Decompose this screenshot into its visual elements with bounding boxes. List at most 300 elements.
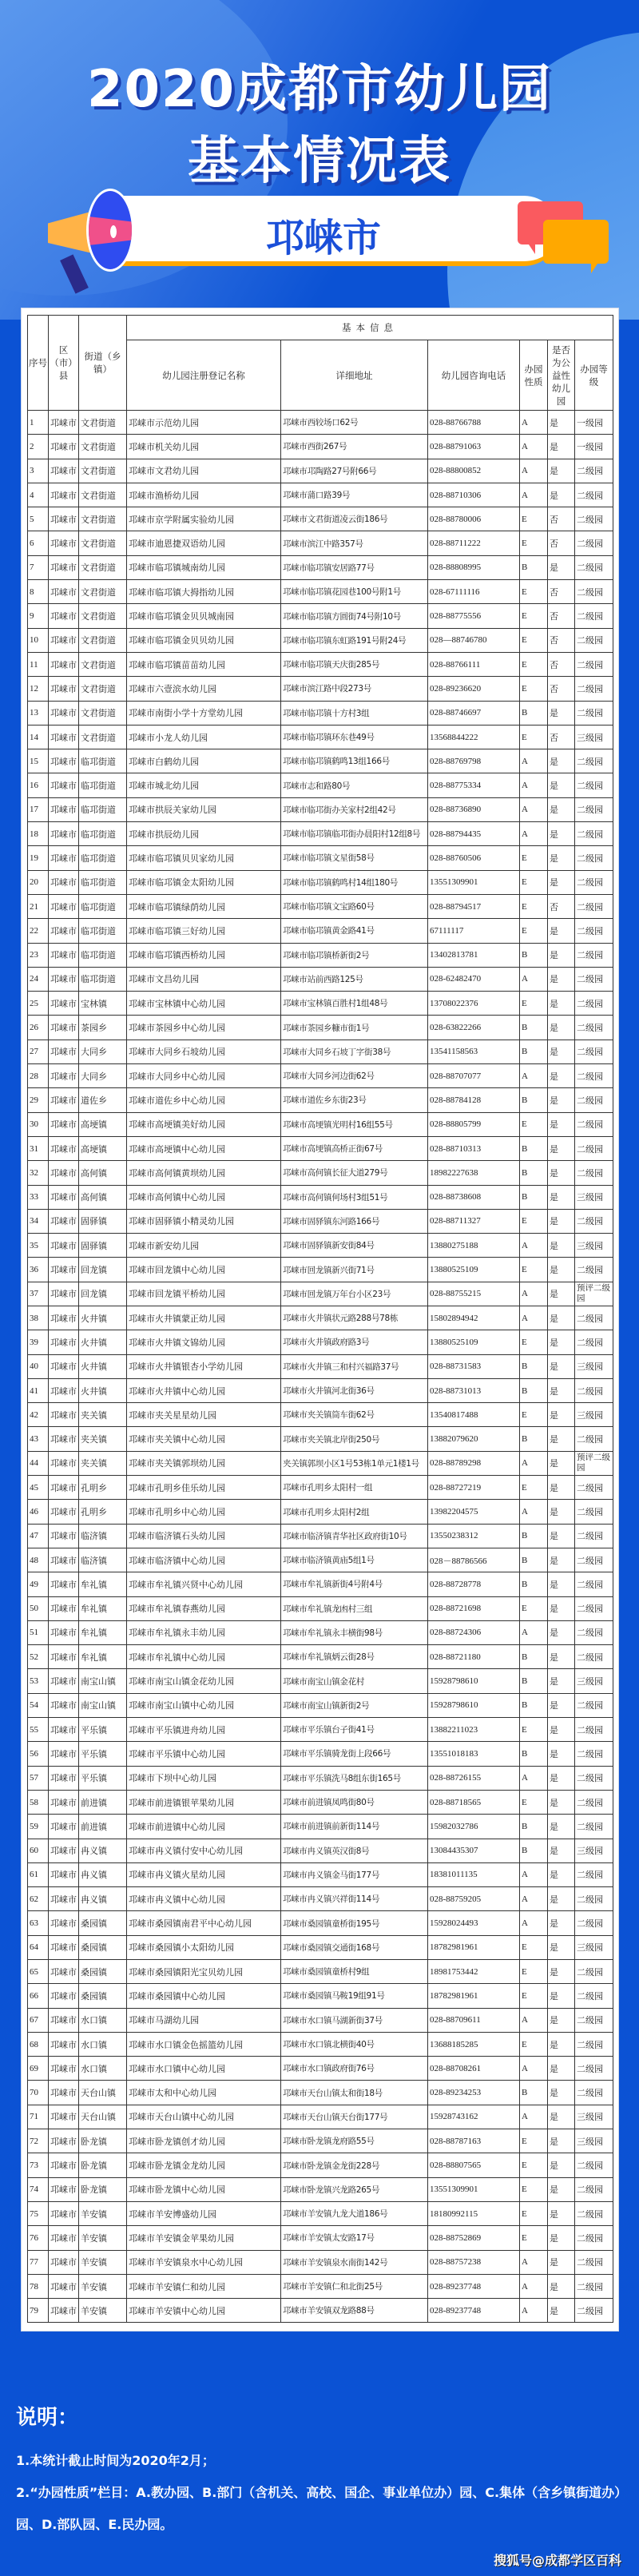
cell-district: 邛崃市 (49, 2008, 79, 2032)
cell-index: 30 (28, 1112, 49, 1136)
cell-phone: 028-88708261 (428, 2057, 520, 2081)
cell-name: 邛崃市宝林镇中心幼儿园 (127, 992, 281, 1016)
cell-level: 二级园 (575, 1040, 613, 1063)
cell-public: 是 (548, 435, 575, 459)
cell-level: 三级园 (575, 1669, 613, 1693)
cell-public: 是 (548, 1500, 575, 1524)
cell-street: 冉义镇 (79, 1839, 127, 1862)
cell-phone: 13551309901 (428, 2177, 520, 2201)
cell-street: 临邛街道 (79, 773, 127, 797)
cell-street: 水口镇 (79, 2032, 127, 2056)
cell-index: 3 (28, 459, 49, 483)
cell-nature: A (520, 1862, 548, 1886)
cell-public: 是 (548, 1620, 575, 1644)
col-header-address: 详细地址 (281, 340, 428, 411)
cell-name: 邛崃市拱辰幼儿园 (127, 822, 281, 846)
cell-address: 邛崃市卧龙镇龙府路55号 (281, 2129, 428, 2153)
cell-phone: 13551309901 (428, 870, 520, 894)
cell-district: 邛崃市 (49, 1378, 79, 1402)
cell-public: 否 (548, 677, 575, 701)
cell-name: 邛崃市临邛镇三好幼儿园 (127, 919, 281, 943)
cell-index: 66 (28, 1984, 49, 2008)
cell-index: 48 (28, 1548, 49, 1572)
table-row (28, 507, 613, 531)
cell-index: 9 (28, 604, 49, 628)
cell-district: 邛崃市 (49, 507, 79, 531)
cell-name: 邛崃市羊安博盛幼儿园 (127, 2201, 281, 2225)
cell-street: 高埂镇 (79, 1112, 127, 1136)
cell-nature: A (520, 2299, 548, 2323)
cell-nature: E (520, 677, 548, 701)
cell-street: 临邛街道 (79, 846, 127, 870)
cell-name: 邛崃市桑园镇中心幼儿园 (127, 1984, 281, 2008)
cell-public: 是 (548, 1935, 575, 1959)
cell-street: 高埂镇 (79, 1136, 127, 1160)
cell-public: 是 (548, 1645, 575, 1669)
cell-level: 二级园 (575, 1161, 613, 1185)
cell-name: 邛崃市孔明乡佳乐幼儿园 (127, 1476, 281, 1500)
cell-address: 邛崃市水口镇马湖新街37号 (281, 2008, 428, 2032)
cell-nature: A (520, 1064, 548, 1088)
cell-level: 二级园 (575, 943, 613, 967)
cell-level: 二级园 (575, 1088, 613, 1112)
cell-name: 邛崃市火井镇中心幼儿园 (127, 1378, 281, 1402)
cell-street: 火井镇 (79, 1330, 127, 1354)
cell-district: 邛崃市 (49, 1596, 79, 1620)
cell-index: 79 (28, 2299, 49, 2323)
cell-public: 是 (548, 822, 575, 846)
cell-index: 53 (28, 1669, 49, 1693)
cell-address: 邛崃市高埂镇高桥正街67号 (281, 1136, 428, 1160)
cell-district: 邛崃市 (49, 1040, 79, 1063)
cell-phone: 15928743162 (428, 2105, 520, 2129)
cell-street: 临邛街道 (79, 943, 127, 967)
cell-district: 邛崃市 (49, 677, 79, 701)
cell-public: 是 (548, 1451, 575, 1475)
cell-nature: A (520, 1620, 548, 1644)
cell-nature: A (520, 1766, 548, 1790)
cell-street: 文君街道 (79, 677, 127, 701)
cell-address: 邛崃市羊安镇仁和北街25号 (281, 2274, 428, 2298)
cell-nature: A (520, 459, 548, 483)
cell-phone: 13540817488 (428, 1403, 520, 1427)
cell-public: 是 (548, 1258, 575, 1282)
cell-name: 邛崃市桑园镇阳光宝贝幼儿园 (127, 1960, 281, 1984)
cell-address: 邛崃市羊安镇九龙大道186号 (281, 2201, 428, 2225)
cell-public: 否 (548, 652, 575, 676)
cell-public: 是 (548, 2274, 575, 2298)
cell-index: 52 (28, 1645, 49, 1669)
cell-index: 42 (28, 1403, 49, 1427)
cell-district: 邛崃市 (49, 894, 79, 918)
cell-name: 邛崃市火井镇蒙正幼儿园 (127, 1306, 281, 1330)
cell-level: 三级园 (575, 2105, 613, 2129)
cell-district: 邛崃市 (49, 967, 79, 991)
cell-level: 二级园 (575, 1064, 613, 1088)
cell-nature: A (520, 797, 548, 821)
cell-index: 40 (28, 1354, 49, 1378)
cell-district: 邛崃市 (49, 749, 79, 773)
cell-district: 邛崃市 (49, 1718, 79, 1742)
cell-district: 邛崃市 (49, 2201, 79, 2225)
cell-district: 邛崃市 (49, 1839, 79, 1862)
cell-level: 二级园 (575, 701, 613, 725)
table-row (28, 2129, 613, 2153)
cell-index: 38 (28, 1306, 49, 1330)
table-row (28, 1984, 613, 2008)
cell-name: 邛崃市京学附属实验幼儿园 (127, 507, 281, 531)
cell-phone: 15928798610 (428, 1669, 520, 1693)
cell-index: 11 (28, 652, 49, 676)
table-row (28, 1911, 613, 1935)
cell-address: 邛崃市临邛镇十方村3组 (281, 701, 428, 725)
cell-address: 邛崃市前进镇前新街114号 (281, 1815, 428, 1839)
cell-phone: 13084435307 (428, 1839, 520, 1862)
cell-address: 邛崃市高何镇长征大道279号 (281, 1161, 428, 1185)
table-row (28, 652, 613, 676)
cell-address: 邛崃市茶园乡糠市街1号 (281, 1016, 428, 1040)
cell-phone: 13982204575 (428, 1500, 520, 1524)
cell-public: 是 (548, 411, 575, 435)
cell-phone: 028-88766111 (428, 652, 520, 676)
table-row (28, 1476, 613, 1500)
cell-phone: 028-89237748 (428, 2299, 520, 2323)
table-panel (21, 308, 619, 2332)
cell-public: 是 (548, 1136, 575, 1160)
cell-phone: 15802894942 (428, 1306, 520, 1330)
cell-district: 邛崃市 (49, 483, 79, 507)
cell-public: 是 (548, 1887, 575, 1911)
cell-street: 前进镇 (79, 1815, 127, 1839)
cell-level: 二级园 (575, 2032, 613, 2056)
cell-street: 临济镇 (79, 1524, 127, 1548)
cell-street: 固驿镇 (79, 1234, 127, 1258)
cell-nature: B (520, 1839, 548, 1862)
cell-phone: 67111117 (428, 919, 520, 943)
cell-index: 18 (28, 822, 49, 846)
cell-district: 邛崃市 (49, 1524, 79, 1548)
cell-district: 邛崃市 (49, 797, 79, 821)
cell-level: 二级园 (575, 870, 613, 894)
cell-name: 邛崃市临济镇石头幼儿园 (127, 1524, 281, 1548)
cell-district: 邛崃市 (49, 1645, 79, 1669)
cell-name: 邛崃市六壹滨水幼儿园 (127, 677, 281, 701)
cell-street: 羊安镇 (79, 2201, 127, 2225)
cell-street: 夹关镇 (79, 1403, 127, 1427)
cell-phone: 13882079620 (428, 1427, 520, 1451)
cell-district: 邛崃市 (49, 943, 79, 967)
cell-district: 邛崃市 (49, 652, 79, 676)
cell-district: 邛崃市 (49, 2299, 79, 2323)
col-header-street: 街道（乡镇） (79, 316, 127, 411)
cell-street: 文君街道 (79, 483, 127, 507)
chat-bubble-icon (543, 220, 609, 264)
cell-district: 邛崃市 (49, 701, 79, 725)
table-row (28, 459, 613, 483)
cell-name: 邛崃市牟礼镇春燕幼儿园 (127, 1596, 281, 1620)
cell-public: 是 (548, 919, 575, 943)
cell-public: 是 (548, 2129, 575, 2153)
cell-nature: E (520, 580, 548, 604)
cell-phone: 028-88766788 (428, 411, 520, 435)
table-row (28, 1016, 613, 1040)
cell-name: 邛崃市牟礼镇兴贤中心幼儿园 (127, 1572, 281, 1596)
cell-address: 邛崃市回龙镇万年台小区23号 (281, 1282, 428, 1306)
cell-phone: 028—88746780 (428, 628, 520, 652)
table-row (28, 2153, 613, 2177)
table-row (28, 1693, 613, 1717)
table-row (28, 1330, 613, 1354)
cell-nature: A (520, 1451, 548, 1475)
cell-street: 临邛街道 (79, 919, 127, 943)
cell-district: 邛崃市 (49, 1548, 79, 1572)
cell-nature: E (520, 1209, 548, 1233)
cell-name: 邛崃市夹关星星幼儿园 (127, 1403, 281, 1427)
cell-nature: E (520, 2201, 548, 2225)
cell-address: 邛崃市回龙镇新兴街71号 (281, 1258, 428, 1282)
table-row (28, 1790, 613, 1814)
cell-nature: E (520, 2177, 548, 2201)
cell-phone: 18982227638 (428, 1161, 520, 1185)
cell-public: 是 (548, 1378, 575, 1402)
cell-nature: A (520, 1887, 548, 1911)
cell-address: 邛崃市天台山镇天台街177号 (281, 2105, 428, 2129)
cell-street: 火井镇 (79, 1378, 127, 1402)
cell-public: 是 (548, 1572, 575, 1596)
cell-nature: A (520, 435, 548, 459)
cell-public: 是 (548, 1693, 575, 1717)
megaphone-cone-icon (86, 189, 134, 272)
table-body (28, 411, 613, 2323)
cell-index: 36 (28, 1258, 49, 1282)
cell-public: 是 (548, 1209, 575, 1233)
cell-phone: 18381011135 (428, 1862, 520, 1886)
cell-index: 14 (28, 725, 49, 749)
cell-nature: A (520, 1500, 548, 1524)
cell-nature: A (520, 1306, 548, 1330)
cell-name: 邛崃市冉义镇中心幼儿园 (127, 1887, 281, 1911)
cell-district: 邛崃市 (49, 1815, 79, 1839)
cell-street: 大同乡 (79, 1064, 127, 1088)
cell-address: 邛崃市文君街道凌云街186号 (281, 507, 428, 531)
cell-index: 63 (28, 1911, 49, 1935)
cell-nature: B (520, 1742, 548, 1766)
cell-name: 邛崃市水口镇金色摇篮幼儿园 (127, 2032, 281, 2056)
cell-index: 46 (28, 1500, 49, 1524)
cell-nature: B (520, 701, 548, 725)
cell-district: 邛崃市 (49, 1476, 79, 1500)
cell-level: 一级园 (575, 435, 613, 459)
cell-phone: 15982032786 (428, 1815, 520, 1839)
cell-level: 二级园 (575, 967, 613, 991)
cell-index: 39 (28, 1330, 49, 1354)
cell-index: 75 (28, 2201, 49, 2225)
cell-nature: E (520, 2153, 548, 2177)
cell-phone: 028-88775556 (428, 604, 520, 628)
cell-district: 邛崃市 (49, 628, 79, 652)
cell-index: 35 (28, 1234, 49, 1258)
cell-index: 21 (28, 894, 49, 918)
cell-address: 邛崃市临邛镇环东巷49号 (281, 725, 428, 749)
cell-phone: 18981753442 (428, 1960, 520, 1984)
cell-street: 羊安镇 (79, 2226, 127, 2250)
table-row (28, 1451, 613, 1475)
cell-public: 是 (548, 2008, 575, 2032)
cell-public: 是 (548, 992, 575, 1016)
table-row (28, 1427, 613, 1451)
table-row (28, 1064, 613, 1088)
cell-level: 二级园 (575, 1548, 613, 1572)
cell-index: 32 (28, 1161, 49, 1185)
cell-level: 二级园 (575, 604, 613, 628)
cell-street: 桑园镇 (79, 1935, 127, 1959)
cell-phone: 028-88807565 (428, 2153, 520, 2177)
cell-phone: 13688185285 (428, 2032, 520, 2056)
cell-district: 邛崃市 (49, 459, 79, 483)
cell-address: 邛崃市羊安镇泉水南街142号 (281, 2250, 428, 2274)
cell-index: 70 (28, 2081, 49, 2105)
cell-name: 邛崃市牟礼镇中心幼儿园 (127, 1645, 281, 1669)
cell-phone: 028-88757238 (428, 2250, 520, 2274)
cell-street: 临邛街道 (79, 967, 127, 991)
cell-district: 邛崃市 (49, 604, 79, 628)
table-row (28, 1960, 613, 1984)
cell-phone: 028-88808995 (428, 555, 520, 579)
cell-address: 邛崃市道佐乡东街23号 (281, 1088, 428, 1112)
cell-street: 文君街道 (79, 604, 127, 628)
cell-phone: 15928798610 (428, 1693, 520, 1717)
cell-address: 邛崃市桑园镇童桥街195号 (281, 1911, 428, 1935)
cell-name: 邛崃市临邛镇大拇指幼儿园 (127, 580, 281, 604)
cell-name: 邛崃市卧龙镇创才幼儿园 (127, 2129, 281, 2153)
cell-index: 59 (28, 1815, 49, 1839)
cell-name: 邛崃市文君幼儿园 (127, 459, 281, 483)
page-title-line1: 2020成都市幼儿园 (86, 60, 553, 119)
cell-district: 邛崃市 (49, 1088, 79, 1112)
cell-phone: 028-88755215 (428, 1282, 520, 1306)
cell-index: 33 (28, 1185, 49, 1209)
cell-level: 三级园 (575, 725, 613, 749)
cell-district: 邛崃市 (49, 1136, 79, 1160)
cell-index: 72 (28, 2129, 49, 2153)
cell-street: 卧龙镇 (79, 2177, 127, 2201)
cell-phone: 028-67111116 (428, 580, 520, 604)
cell-level: 二级园 (575, 580, 613, 604)
cell-phone: 13551018183 (428, 1742, 520, 1766)
cell-name: 邛崃市临邛镇西桥幼儿园 (127, 943, 281, 967)
table-row (28, 1887, 613, 1911)
cell-street: 天台山镇 (79, 2081, 127, 2105)
cell-public: 是 (548, 1040, 575, 1063)
cell-phone: 028-88710313 (428, 1136, 520, 1160)
cell-address: 邛崃市牟礼镇新街4号附4号 (281, 1572, 428, 1596)
notes-section (16, 2401, 623, 2541)
table-row (28, 1378, 613, 1402)
cell-phone: 028-63822266 (428, 1016, 520, 1040)
cell-phone: 028-89237748 (428, 2274, 520, 2298)
cell-street: 文君街道 (79, 555, 127, 579)
cell-public: 是 (548, 1330, 575, 1354)
cell-district: 邛崃市 (49, 1620, 79, 1644)
table-row (28, 1620, 613, 1644)
cell-district: 邛崃市 (49, 411, 79, 435)
cell-nature: A (520, 2274, 548, 2298)
cell-level: 二级园 (575, 1862, 613, 1886)
cell-district: 邛崃市 (49, 822, 79, 846)
cell-name: 邛崃市火井镇银杏小学幼儿园 (127, 1354, 281, 1378)
cell-address: 邛崃市临济镇黄庙5组1号 (281, 1548, 428, 1572)
cell-nature: B (520, 555, 548, 579)
cell-level: 三级园 (575, 2129, 613, 2153)
cell-index: 77 (28, 2250, 49, 2274)
cell-street: 牟礼镇 (79, 1572, 127, 1596)
table-row (28, 2008, 613, 2032)
cell-index: 67 (28, 2008, 49, 2032)
cell-address: 邛崃市牟礼镇龙凼村三组 (281, 1596, 428, 1620)
cell-address: 邛崃市卧龙镇兴龙路265号 (281, 2177, 428, 2201)
cell-public: 是 (548, 1064, 575, 1088)
cell-phone: 18782981961 (428, 1935, 520, 1959)
cell-district: 邛崃市 (49, 1572, 79, 1596)
cell-address: 邛崃市羊安镇双龙路88号 (281, 2299, 428, 2323)
cell-phone: 028-88738608 (428, 1185, 520, 1209)
cell-phone: 18180992115 (428, 2201, 520, 2225)
cell-index: 45 (28, 1476, 49, 1500)
cell-street: 临邛街道 (79, 797, 127, 821)
table-row (28, 1718, 613, 1742)
cell-street: 冉义镇 (79, 1887, 127, 1911)
cell-index: 7 (28, 555, 49, 579)
cell-public: 是 (548, 870, 575, 894)
cell-name: 邛崃市高埂镇中心幼儿园 (127, 1136, 281, 1160)
cell-name: 邛崃市回龙镇中心幼儿园 (127, 1258, 281, 1282)
cell-index: 28 (28, 1064, 49, 1088)
cell-nature: E (520, 919, 548, 943)
cell-index: 12 (28, 677, 49, 701)
cell-address: 邛崃市临邛镇文星街58号 (281, 846, 428, 870)
cell-name: 邛崃市牟礼镇永丰幼儿园 (127, 1620, 281, 1644)
cell-street: 桑园镇 (79, 1984, 127, 2008)
cell-nature: E (520, 1935, 548, 1959)
cell-address: 邛崃市火井镇政府路3号 (281, 1330, 428, 1354)
cell-street: 文君街道 (79, 531, 127, 555)
cell-street: 孔明乡 (79, 1476, 127, 1500)
cell-street: 回龙镇 (79, 1258, 127, 1282)
cell-index: 56 (28, 1742, 49, 1766)
cell-level: 三级园 (575, 1839, 613, 1862)
cell-public: 是 (548, 555, 575, 579)
cell-level: 二级园 (575, 2081, 613, 2105)
kindergarten-table (27, 315, 613, 2323)
cell-district: 邛崃市 (49, 531, 79, 555)
cell-district: 邛崃市 (49, 992, 79, 1016)
cell-street: 文君街道 (79, 435, 127, 459)
table-row (28, 1596, 613, 1620)
cell-nature: A (520, 483, 548, 507)
cell-phone: 13880275188 (428, 1234, 520, 1258)
cell-nature: B (520, 1161, 548, 1185)
cell-index: 49 (28, 1572, 49, 1596)
cell-level: 二级园 (575, 677, 613, 701)
cell-street: 水口镇 (79, 2008, 127, 2032)
cell-name: 邛崃市临邛镇苗苗幼儿园 (127, 652, 281, 676)
cell-index: 19 (28, 846, 49, 870)
cell-index: 16 (28, 773, 49, 797)
table-row (28, 1524, 613, 1548)
cell-phone: 13880525109 (428, 1258, 520, 1282)
cell-address: 邛崃市临济镇青华社区政府街10号 (281, 1524, 428, 1548)
cell-phone: 028-88805799 (428, 1112, 520, 1136)
